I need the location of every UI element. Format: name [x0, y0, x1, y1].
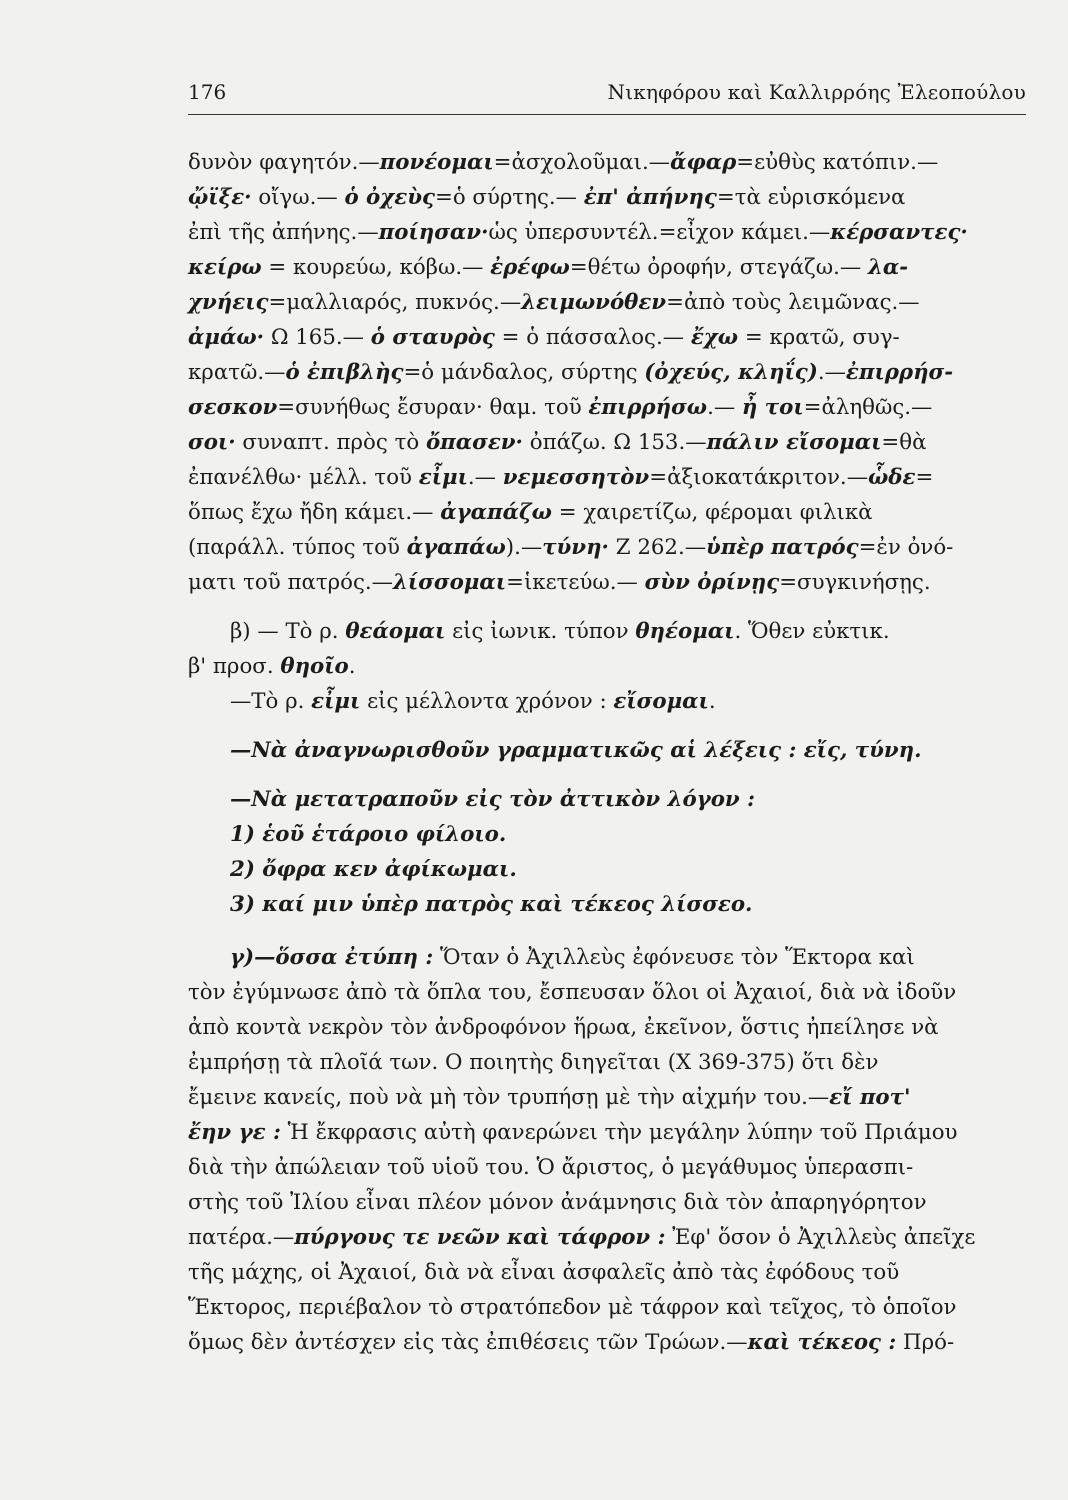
gloss-text: Ἕκτορος, περιέβαλον τὸ στρατόπεδον μὲ τάφρον καὶ τεῖχος, τὸ ὁποῖον [188, 1295, 957, 1320]
headword: λίσσομαι [392, 570, 507, 595]
text-line [188, 975, 1028, 1010]
exercise-item: 1) ἑοῦ ἑτάροιο φίλοιο. [230, 822, 507, 847]
text-line [188, 1010, 1028, 1045]
gloss-text: =συγκινήσῃς. [779, 570, 931, 595]
gloss-text: =εὐθὺς κατόπιν.— [736, 150, 939, 175]
gloss-text: εἰς μέλλοντα χρόνον : [360, 689, 614, 714]
gloss-text: . Ὅθεν εὐκτικ. [734, 619, 890, 644]
headword: ἀμάω· [188, 325, 265, 350]
gloss-text: ἀπὸ κοντὰ νεκρὸν τὸν ἀνδροφόνον ἥρωα, ἐκεῖνον, ὅστις ἠπείλησε νὰ [188, 1015, 939, 1040]
gloss-text: =ὁ σύρτης.— [434, 185, 584, 210]
headword: καὶ τέκεος : [747, 1330, 897, 1355]
headword: κείρω [188, 255, 262, 280]
text-line [188, 180, 1028, 215]
grammar-beta-line [188, 649, 1028, 684]
headword: ὁ ἐπιβλὴς [285, 360, 404, 385]
gloss-text: = κρατῶ, συγ- [738, 325, 900, 350]
gloss-text: (παράλλ. τύπος τοῦ [188, 535, 407, 560]
gloss-text: στὴς τοῦ Ἰλίου εἶναι πλέον μόνον ἀνάμνησις διὰ τὸν ἀπαρηγόρητον [188, 1190, 927, 1215]
text-line [188, 320, 1028, 355]
headword: σοι· [188, 430, 236, 455]
exercise-item: 3) καί μιν ὑπὲρ πατρὸς καὶ τέκεος λίσσεο. [230, 892, 753, 917]
gloss-text: δυνὸν φαγητόν.— [188, 150, 380, 175]
gloss-text: =ἱκετεύω.— [506, 570, 645, 595]
headword: εἶμι [311, 689, 361, 714]
gloss-text: Ἐφ' ὅσον ὁ Ἀχιλλεὺς ἀπεῖχε [665, 1225, 976, 1250]
gloss-text: . [708, 689, 716, 714]
headword: τύνη· [542, 535, 609, 560]
grammar-section [188, 614, 1028, 922]
gloss-text: .— [467, 465, 503, 490]
gloss-text: τῆς μάχης, οἱ Ἀχαιοί, διὰ νὰ εἶναι ἀσφαλεῖς ἀπὸ τὰς ἐφόδους τοῦ [188, 1260, 900, 1285]
gloss-text: Ἡ ἔκφρασις αὐτὴ φανερώνει τὴν μεγάλην λύπην τοῦ Πριάμου [280, 1120, 958, 1145]
headword: (ὀχεύς, κληΐς) [644, 360, 818, 385]
glossary-section [188, 145, 1028, 600]
gloss-text: =ἀπὸ τοὺς λειμῶνας.— [666, 290, 920, 315]
gloss-text: =συνήθως ἔσυραν· θαμ. τοῦ [277, 395, 589, 420]
text-line [188, 1150, 1028, 1185]
spacer [188, 719, 1028, 733]
spacer [188, 922, 1028, 940]
headword: ὑπὲρ πατρός [706, 535, 859, 560]
gloss-text: —Τὸ ρ. [230, 689, 312, 714]
gloss-text: =τὰ εὑρισκόμενα [716, 185, 906, 210]
spacer [188, 768, 1028, 782]
exercise-convert: —Νὰ μετατραποῦν εἰς τὸν ἀττικὸν λόγον : [230, 787, 755, 812]
gloss-text: ὀπάζω. Ω 153.— [522, 430, 707, 455]
headword: ὧδε [868, 465, 916, 490]
gloss-text: .— [707, 395, 742, 420]
headword: πάλιν εἴσομαι [706, 430, 882, 455]
spacer [188, 600, 1028, 614]
gloss-text: διὰ τὴν ἀπώλειαν τοῦ υἱοῦ του. Ὁ ἄριστος, ὁ μεγάθυμος ὑπερασπι- [188, 1155, 914, 1180]
headword: ἔχω [690, 325, 739, 350]
headword: ὄπασεν· [425, 430, 523, 455]
gloss-text: = κουρεύω, κόβω.— [261, 255, 491, 280]
gloss-text: οἴγω.— [251, 185, 345, 210]
gloss-text: = ὁ πάσσαλος.— [494, 325, 691, 350]
headword: πύργους τε νεῶν καὶ τάφρον : [294, 1225, 666, 1250]
grammar-beta-line [188, 614, 1028, 649]
gloss-text: =ἀσχολοῦμαι.— [493, 150, 671, 175]
gloss-text: = χαιρετίζω, φέρομαι φιλικὰ [551, 500, 873, 525]
gloss-text: ἐπανέλθω· μέλλ. τοῦ [188, 465, 419, 490]
headword: ᾤϊξε· [188, 185, 252, 210]
text-line [188, 940, 1028, 975]
gloss-text: ).— [505, 535, 543, 560]
text-line [188, 1185, 1028, 1220]
headword: γ)—ὅσσα ἐτύπη : [230, 945, 434, 970]
text-line [188, 390, 1028, 425]
text-line [188, 425, 1028, 460]
gloss-text: ματι τοῦ πατρός.— [188, 570, 393, 595]
gloss-text: Ω 165.— [264, 325, 371, 350]
gloss-text: =ἐν ὀνό- [858, 535, 954, 560]
page-body [188, 145, 1028, 1360]
commentary-section [188, 940, 1028, 1360]
gloss-text: Ζ 262.— [608, 535, 707, 560]
gloss-text: Πρό- [896, 1330, 955, 1355]
text-line [188, 460, 1028, 495]
gloss-text: β) — Τὸ ρ. [230, 619, 346, 644]
headword: εἴ ποτ' [829, 1085, 911, 1110]
text-line [188, 495, 1028, 530]
headword: λειμωνόθεν [521, 290, 667, 315]
headword: πονέομαι [379, 150, 494, 175]
gloss-text: =μαλλιαρός, πυκνός.— [268, 290, 522, 315]
headword: ἄφαρ [670, 150, 737, 175]
headword: εἴσομαι [613, 689, 709, 714]
text-line [188, 1290, 1028, 1325]
text-line [188, 1045, 1028, 1080]
text-line [188, 1325, 1028, 1360]
text-line [188, 565, 1028, 600]
text-line [188, 1220, 1028, 1255]
gloss-text: πατέρα.— [188, 1225, 295, 1250]
gloss-text: β' προσ. [188, 654, 281, 679]
gloss-text: = [915, 465, 934, 490]
gloss-text: =ἀξιοκατάκριτον.— [649, 465, 869, 490]
gloss-text: ὡς ὑπερσυντέλ.=εἶχον κάμει.— [488, 220, 831, 245]
headword: εἶμι [418, 465, 468, 490]
exercise-identify: —Νὰ ἀναγνωρισθοῦν γραμματικῶς αἱ λέξεις : εἴς, τύνη. [230, 738, 922, 763]
headword: ἐπ' ἀπήνης [583, 185, 717, 210]
running-header [188, 74, 1026, 115]
headword: θηέομαι [635, 619, 735, 644]
exercise-item: 2) ὄφρα κεν ἀφίκωμαι. [230, 857, 517, 882]
headword: χνήεις [188, 290, 269, 315]
text-line [188, 355, 1028, 390]
gloss-text: κρατῶ.— [188, 360, 286, 385]
headword: νεμεσσητὸν [502, 465, 650, 490]
gloss-text: =ἀληθῶς.— [803, 395, 933, 420]
headword: κέρσαντες· [830, 220, 968, 245]
gloss-text: ὅμως δὲν ἀντέσχεν εἰς τὰς ἐπιθέσεις τῶν Τρώων.— [188, 1330, 748, 1355]
gloss-text: ἐμπρήσῃ τὰ πλοῖά των. Ο ποιητὴς διηγεῖται (Χ 369-375) ὅτι δὲν [188, 1050, 879, 1075]
gloss-text: συναπτ. πρὸς τὸ [235, 430, 426, 455]
headword: θεάομαι [345, 619, 446, 644]
text-line [188, 250, 1028, 285]
headword: ἀγαπάζω [440, 500, 552, 525]
text-line [188, 1080, 1028, 1115]
gloss-text: =θέτω ὀροφήν, στεγάζω.— [569, 255, 868, 280]
gloss-text: =ὁ μάνδαλος, σύρτης [403, 360, 645, 385]
headword: ἦ τοι [741, 395, 804, 420]
grammar-eimi-line [188, 684, 1028, 719]
headword: λα- [867, 255, 909, 280]
text-line [188, 215, 1028, 250]
headword: ὁ ὀχεὺς [344, 185, 435, 210]
text-line [188, 285, 1028, 320]
gloss-text: ὅπως ἔχω ἤδη κάμει.— [188, 500, 441, 525]
headword: ὁ σταυρὸς [370, 325, 495, 350]
headword: ποίησαν· [378, 220, 489, 245]
headword: ἐπιρρήσ- [845, 360, 954, 385]
text-line [188, 1115, 1028, 1150]
headword: σεσκον [188, 395, 278, 420]
running-title: Νικηφόρου καὶ Καλλιρρόης Ἐλεοπούλου [607, 80, 1026, 104]
gloss-text: εἰς ἰωνικ. τύπον [445, 619, 636, 644]
text-line [188, 1255, 1028, 1290]
gloss-text: .— [817, 360, 846, 385]
headword: ἐπιρρήσω [588, 395, 708, 420]
text-line [188, 530, 1028, 565]
text-line [188, 145, 1028, 180]
gloss-text: ἐπὶ τῆς ἀπήνης.— [188, 220, 379, 245]
gloss-text: ἔμεινε κανείς, ποὺ νὰ μὴ τὸν τρυπήσῃ μὲ τὴν αἰχμήν του.— [188, 1085, 830, 1110]
gloss-text: =θὰ [881, 430, 927, 455]
headword: ἔην γε : [188, 1120, 281, 1145]
headword: θηοῖο [280, 654, 349, 679]
headword: ἀγαπάω [406, 535, 506, 560]
headword: ἐρέφω [490, 255, 570, 280]
headword: σὺν ὀρίνῃς [644, 570, 780, 595]
gloss-text: . [348, 654, 356, 679]
page-number: 176 [188, 80, 227, 104]
gloss-text: τὸν ἐγύμνωσε ἀπὸ τὰ ὅπλα του, ἔσπευσαν ὅλοι οἱ Ἀχαιοί, διὰ νὰ ἰδοῦν [188, 980, 957, 1005]
gloss-text: Ὅταν ὁ Ἀχιλλεὺς ἐφόνευσε τὸν Ἕκτορα καὶ [433, 945, 915, 970]
